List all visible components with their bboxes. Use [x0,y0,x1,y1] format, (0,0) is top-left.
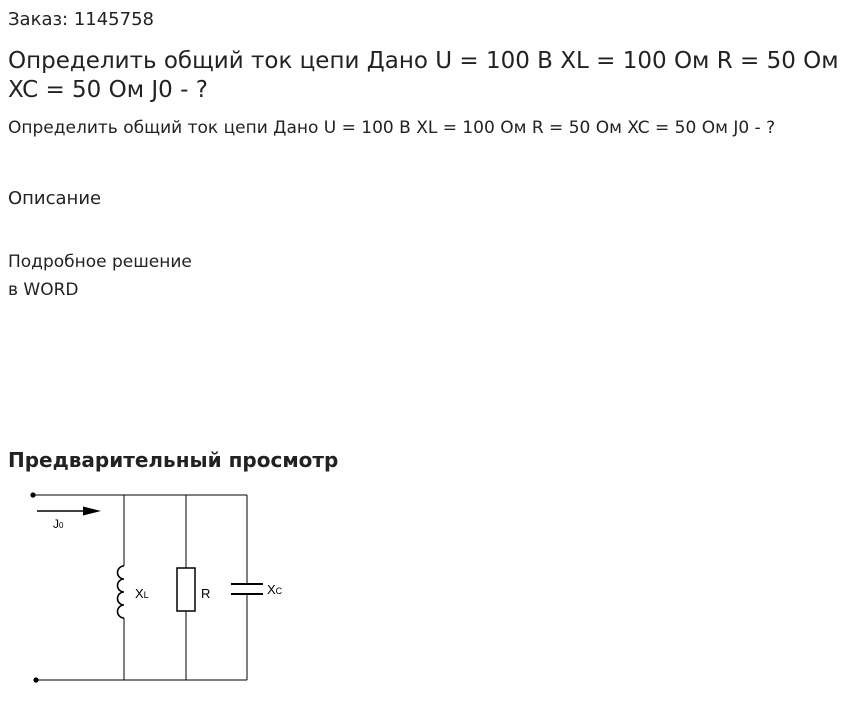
resistor-branch [177,495,195,680]
resistor-icon [177,568,195,611]
top-terminal [30,492,35,497]
page-title: Определить общий ток цепи Дано U = 100 В XL = 100 Ом R = 50 Ом XC = 50 Ом J0 - ? [8,48,839,103]
preview-heading: Предварительный просмотр [8,448,339,472]
task-statement: Определить общий ток цепи Дано U = 100 В XL = 100 Ом R = 50 Ом XC = 50 Ом J0 - ? [8,118,776,138]
description-body [8,248,248,304]
order-number: Заказ: 1145758 [8,9,154,30]
inductor-branch [118,495,125,680]
capacitor-label: XC [267,582,283,597]
inductor-label: XL [135,586,149,601]
current-label: J0 [53,517,64,531]
preview-image [0,480,320,695]
inductor-coil-icon [118,566,125,618]
current-arrow-icon [37,507,101,516]
description-line: в WORD [8,280,79,300]
resistor-label: R [201,586,211,601]
bottom-terminal [33,677,38,682]
description-line: Подробное решение [8,252,192,272]
circuit-diagram [0,480,320,695]
capacitor-branch [231,495,263,680]
description-heading: Описание [8,188,102,209]
